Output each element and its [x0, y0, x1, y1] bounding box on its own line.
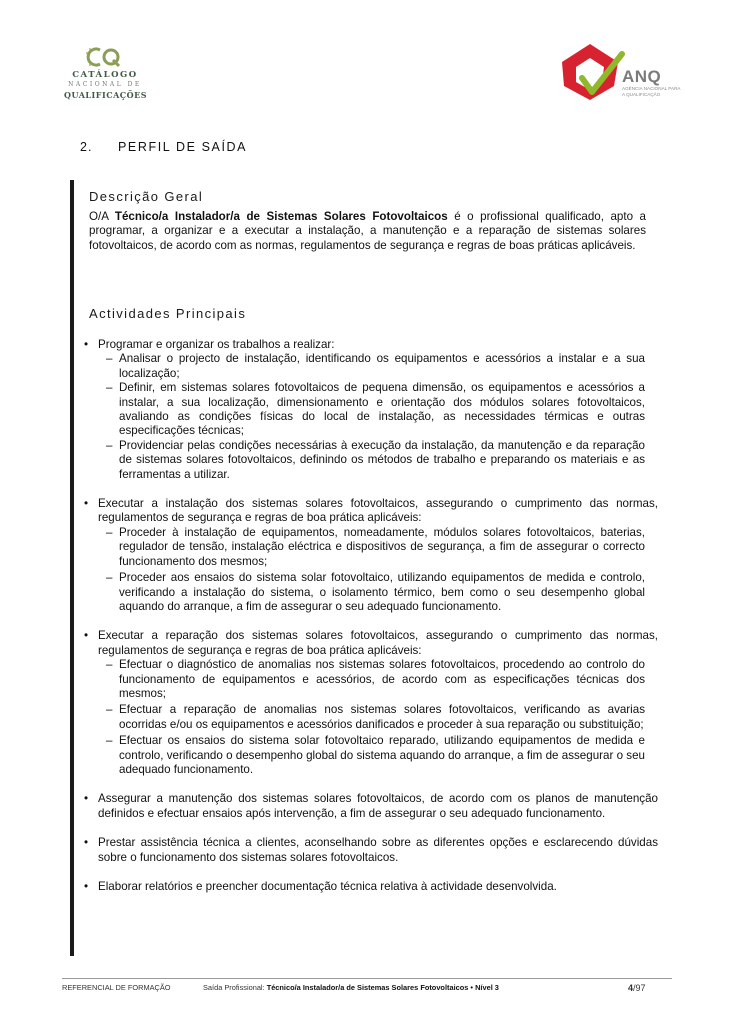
anq-logo [556, 40, 686, 106]
cq-line-1: CATÁLOGO [72, 70, 138, 80]
footer-course-info [203, 983, 499, 992]
list-item [82, 792, 658, 821]
dash-icon: – [106, 703, 113, 717]
list-item-text: Assegurar a manutenção dos sistemas solares fotovoltaicos, de acordo com os planos de manutenção definidos e efectuar ensaios após intervenção, a fim de assegurar o seu adequado funcionamento. [98, 792, 658, 820]
sub-item-text: Efectuar a reparação de anomalias nos sistemas solares fotovoltaicos, verificando as avarias ocorridas e/ou os equipamentos e acessórios danificados e proceder à sua reparação ou substituição; [119, 703, 645, 731]
page-total: /97 [633, 983, 646, 993]
catalogo-logo [64, 44, 146, 106]
sub-item [103, 526, 645, 569]
footer-separator: • [470, 983, 474, 992]
dash-icon: – [106, 381, 113, 395]
sub-item-text: Providenciar pelas condições necessárias à execução da instalação, da manutenção e da reparação de sistemas solares fotovoltaicos, definindo os métodos de trabalho e preparando os materiais e as ferramentas a utilizar. [119, 438, 645, 481]
footer-left-label: REFERENCIAL DE FORMAÇÃO [62, 983, 171, 992]
footer-label: Saída Profissional: [203, 983, 265, 992]
sub-item [103, 439, 645, 482]
dash-icon: – [106, 352, 113, 366]
dash-icon: – [106, 658, 113, 672]
sub-item [103, 703, 645, 732]
sub-item [103, 571, 645, 614]
sub-item-text: Proceder à instalação de equipamentos, nomeadamente, módulos solares fotovoltaicos, baterias, regulador de tensão, instalação eléctrica e dispositivos de segurança, a fim de assegurar o correcto funcionamento dos mesmos; [119, 525, 645, 568]
page-number [628, 983, 646, 993]
sub-item-text: Definir, em sistemas solares fotovoltaicos de pequena dimensão, os equipamentos e acessórios a instalar, a sua localização, dimensionamento e orientação dos módulos solares fotovoltaicos, avaliando as condições físicas do local de instalação, as necessidades térmicas e outras especificações técnicas; [119, 381, 645, 438]
sub-item-text: Analisar o projecto de instalação, identificando os equipamentos e acessórios a instalar e a sua localização; [119, 352, 645, 380]
section-title: PERFIL DE SAÍDA [118, 140, 248, 154]
dash-icon: – [106, 525, 113, 539]
list-item [82, 338, 658, 482]
list-item-text: Executar a instalação dos sistemas solares fotovoltaicos, assegurando o cumprimento das normas, regulamentos de segurança e regras de boa prática aplicáveis: [98, 497, 658, 525]
list-item-text: Prestar assistência técnica a clientes, aconselhando sobre as diferentes opções e esclarecendo dúvidas sobre o funcionamento dos sistemas solares fotovoltaicos. [98, 836, 658, 864]
left-border-rule [70, 180, 74, 956]
list-item [82, 880, 658, 894]
descricao-lead: O/A [89, 210, 115, 223]
footer-level: Nível 3 [475, 983, 499, 992]
descricao-heading: Descrição Geral [89, 189, 204, 204]
sub-item [103, 352, 645, 381]
section-number: 2. [80, 140, 93, 154]
page-current: 4 [628, 983, 634, 993]
anq-subtitle: AGÊNCIA NACIONAL PARA A QUALIFICAÇÃO [622, 86, 681, 97]
dash-icon: – [106, 734, 113, 748]
descricao-paragraph [89, 210, 646, 253]
footer-course-title: Técnico/a Instalador/a de Sistemas Solares Fotovoltaicos [266, 983, 469, 992]
bullet-icon: • [84, 497, 89, 511]
sub-item-text: Efectuar o diagnóstico de anomalias nos sistemas solares fotovoltaicos, procedendo ao controlo do funcionamento de equipamentos e acessórios, de acordo com as especificações técnicas dos mesmos; [119, 658, 645, 700]
list-item [82, 836, 658, 865]
descricao-bold-title: Técnico/a Instalador/a de Sistemas Solares Fotovoltaicos [114, 210, 448, 223]
cq-line-2: NACIONAL DE [68, 81, 142, 88]
bullet-icon: • [84, 338, 89, 351]
descricao-rest: é o profissional qualificado, apto a programar, a organizar e a executar a instalação, a manutenção e a reparação de sistemas solares fotovoltaicos, de acordo com as normas, regulamentos de segurança e regras de boas práticas aplicáveis. [89, 210, 646, 252]
bullet-icon: • [84, 629, 89, 643]
list-item [82, 497, 658, 614]
cq-logo-icon [84, 46, 128, 68]
sub-item-text: Proceder aos ensaios do sistema solar fotovoltaico, utilizando equipamentos de medida e controlo, verificando a instalação do sistema, o isolamento térmico, bem como o seu desempenho global aquando do arranque, a fim de assegurar o seu adequado funcionamento. [119, 571, 645, 613]
list-item-text: Programar e organizar os trabalhos a realizar: [98, 338, 335, 351]
dash-icon: – [106, 438, 113, 452]
list-item [82, 629, 658, 777]
actividades-heading: Actividades Principais [89, 306, 247, 321]
sub-item [103, 734, 645, 777]
dash-icon: – [106, 571, 113, 585]
sub-item [103, 381, 645, 439]
sub-item-text: Efectuar os ensaios do sistema solar fotovoltaico reparado, utilizando equipamentos de medida e controlo, verificando o desempenho global do sistema aquando do arranque, a fim de assegurar o seu adequado funcionamento. [119, 734, 645, 776]
footer-rule [62, 978, 672, 979]
anq-word: ANQ [622, 67, 662, 86]
actividades-list [82, 338, 658, 909]
bullet-icon: • [84, 836, 89, 850]
list-item-text: Executar a reparação dos sistemas solares fotovoltaicos, assegurando o cumprimento das normas, regulamentos de segurança e regras de boa prática aplicáveis: [98, 629, 658, 657]
list-item-text: Elaborar relatórios e preencher documentação técnica relativa à actividade desenvolvida. [98, 880, 557, 893]
sub-item [103, 658, 645, 701]
bullet-icon: • [84, 880, 89, 893]
bullet-icon: • [84, 792, 89, 806]
anq-logo-icon [556, 40, 626, 106]
cq-line-3: QUALIFICAÇÕES [64, 90, 147, 100]
